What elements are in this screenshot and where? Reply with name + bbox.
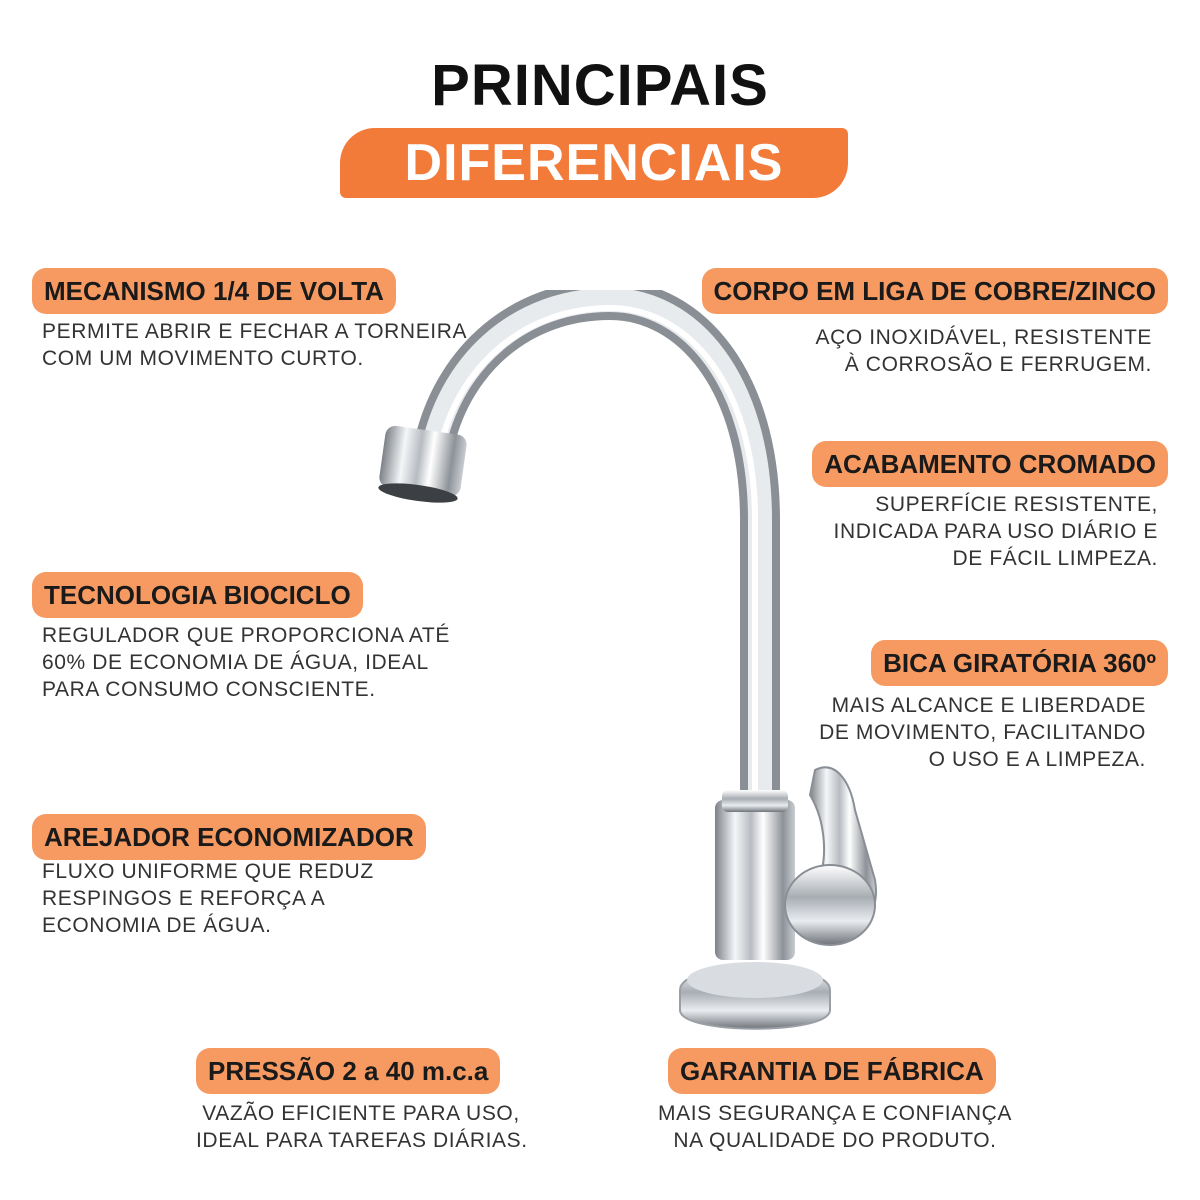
feature-desc-tecnologia: REGULADOR QUE PROPORCIONA ATÉ 60% DE ECONOMIA DE ÁGUA, IDEAL PARA CONSUMO CONSCIENTE. [42, 624, 450, 701]
page-title: PRINCIPAIS [431, 53, 769, 118]
feature-desc-mecanismo: PERMITE ABRIR E FECHAR A TORNEIRA COM UM MOVIMENTO CURTO. [42, 320, 468, 370]
feature-label-acabamento: ACABAMENTO CROMADO [812, 441, 1168, 487]
faucet-aerator [377, 425, 468, 507]
feature-desc-pressao: VAZÃO EFICIENTE PARA USO, IDEAL PARA TAREFAS DIÁRIAS. [196, 1102, 528, 1152]
faucet-handle [785, 767, 876, 945]
page-subtitle: DIFERENCIAIS [404, 134, 784, 192]
feature-desc-garantia: MAIS SEGURANÇA E CONFIANÇA NA QUALIDADE DO PRODUTO. [658, 1102, 1012, 1152]
feature-label-arejador: AREJADOR ECONOMIZADOR [32, 814, 426, 860]
feature-desc-bica: MAIS ALCANCE E LIBERDADE DE MOVIMENTO, FACILITANDO O USO E A LIMPEZA. [819, 694, 1146, 771]
feature-label-pressao: PRESSÃO 2 a 40 m.c.a [196, 1048, 500, 1094]
feature-desc-arejador: FLUXO UNIFORME QUE REDUZ RESPINGOS E REFORÇA A ECONOMIA DE ÁGUA. [42, 860, 374, 937]
subtitle-banner [340, 128, 848, 198]
feature-label-garantia: GARANTIA DE FÁBRICA [668, 1048, 996, 1094]
feature-label-tecnologia: TECNOLOGIA BIOCICLO [32, 572, 363, 618]
feature-label-mecanismo: MECANISMO 1/4 DE VOLTA [32, 268, 396, 314]
feature-desc-corpo: AÇO INOXIDÁVEL, RESISTENTE À CORROSÃO E FERRUGEM. [815, 326, 1152, 376]
feature-label-corpo: CORPO EM LIGA DE COBRE/ZINCO [702, 268, 1169, 314]
feature-label-bica: BICA GIRATÓRIA 360º [871, 640, 1168, 686]
feature-desc-acabamento: SUPERFÍCIE RESISTENTE, INDICADA PARA USO DIÁRIO E DE FÁCIL LIMPEZA. [833, 493, 1158, 570]
faucet-body [715, 800, 795, 960]
faucet-spout [435, 300, 760, 810]
